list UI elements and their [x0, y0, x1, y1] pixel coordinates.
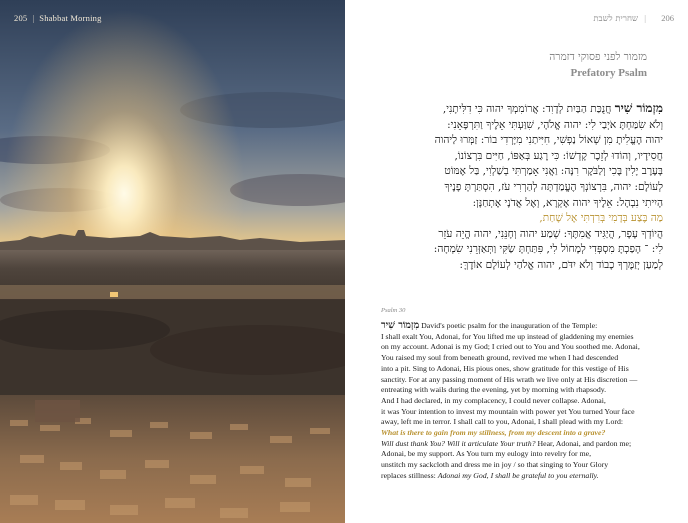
hebrew-line: יהוה הֶעֱלִיתָ מִן שְׁאוֹל נַפְשִׁי, חִיִּיתַנִי מִיָּרְדִי בוֹר: זַמְּרוּ לַיהוה: [434, 134, 663, 147]
left-page-number: 205: [14, 13, 28, 23]
english-line: entreating with wails during the evening, yet by morning with rhapsody.: [381, 385, 607, 395]
right-running-title-hebrew: שחרית לשבת: [593, 14, 638, 24]
right-running-head: [359, 13, 674, 25]
english-line: You raised my soul from beneath ground, revived me when I had descended: [381, 353, 619, 363]
hebrew-line: הֲיוֹדְךָ עָפָר, הֲיַגִּיד אֲמִתֶּךָ: שְׁמַע יהוה וְחָנֵּנִי, יהוה הֱיֵה עֹזֵר: [438, 227, 663, 240]
hebrew-highlight-line: מַה בֶּצַע בְּדָמִי בְּרִדְתִּי אֶל שָׁחַת,: [539, 212, 663, 225]
english-highlight-line: What is there to gain from my stillness, from my descent into a grave?: [381, 428, 606, 438]
psalm-title-english: Prefatory Psalm: [570, 67, 647, 79]
hebrew-line: חֲסִידָיו, וְהוֹדוּ לְזֵכֶר קָדְשׁוֹ: כִּי רֶגַע בְּאַפּוֹ, חַיִּים בִּרְצוֹנוֹ,: [454, 149, 663, 162]
english-line: Adonai, be my support. As You turn my eulogy into revelry for me,: [381, 449, 592, 459]
left-running-title: Shabbat Morning: [39, 13, 102, 23]
english-line: unstitch my sackcloth and dress me in joy / so that singing to Your Glory: [381, 460, 609, 470]
right-page-number: 206: [661, 13, 674, 23]
hebrew-opener: מִזְמוֹר שִׁיר: [614, 101, 663, 115]
left-running-head: 205 | Shabbat Morning: [14, 13, 102, 23]
english-line: And I had declared, in my complacency, I could never collapse. Adonai,: [381, 395, 606, 405]
english-translation: [381, 307, 663, 482]
hebrew-line: בָּעֶרֶב יָלִין בֶּכִי וְלַבֹּקֶר רִנָּה: וַאֲנִי אָמַרְתִּי בְשַׁלְוִי, בַּל אֶמּוֹט: [444, 165, 663, 178]
english-line: I shall exalt You, Adonai, for You lifted me up instead of gladdening my enemies: [381, 331, 634, 341]
hebrew-line: לְעוֹלָם: יהוה, בִּרְצוֹנְךָ הֶעֱמַדְתָּה לְהַרְרִי עֹז, הִסְתַּרְתָּ פָנֶיךָ: [444, 180, 663, 193]
english-line: sanctity. For at any passing moment of His wrath we live only at His discretion —: [381, 374, 638, 384]
english-opener-hebrew: מִזְמוֹר שִׁיר: [381, 320, 420, 331]
hebrew-line: הָיִיתִי נִבְהָל: אֵלֶיךָ יהוה אֶקְרָא, וְאֶל אֲדֹנָי אֶתְחַנָּן:: [472, 196, 663, 209]
psalm-reference: Psalm 30: [381, 307, 406, 314]
hebrew-line: לִי: ־ הָפַכְתָּ מִסְפְּדִי לְמָחוֹל לִי, פִּתַּחְתָּ שַׂקִּי וַתְּאַזְּרֵנִי שִׂמְחָה:: [433, 243, 663, 256]
english-text: [381, 321, 663, 482]
english-line: replaces stillness: Adonai my God, I shall be grateful to you eternally.: [381, 470, 599, 480]
english-line: into a pit. Sing to Adonai, His pious ones, show gratitude for this vestige of His: [381, 363, 629, 373]
hebrew-line: לְמַעַן יְזַמֶּרְךָ כָבוֹד וְלֹא יִדֹּם, יהוה אֱלֹהַי לְעוֹלָם אוֹדֶךָּ:: [459, 258, 663, 271]
hebrew-line: וְלֹא שִׂמַּחְתָּ אֹיְבַי לִי: יהוה אֱלֹהָי, שִׁוַּעְתִּי אֵלֶיךָ וַתִּרְפָּאֵנִי:: [447, 118, 663, 131]
right-page: [345, 0, 688, 523]
english-line: it was Your intention to invest my mountain with power yet You turned Your face: [381, 406, 635, 416]
hebrew-psalm-text: [381, 101, 663, 274]
hebrew-line: מִזְמוֹר שִׁיר חֲנֻכַּת הַבַּיִת לְדָוִד: אֲרוֹמִמְךָ יהוה כִּי דִלִּיתָנִי,: [442, 101, 663, 115]
psalm-title-hebrew: מזמור לפני פסוקי דזמרה: [549, 51, 647, 63]
english-line: Will dust thank You? Will it articulate Your truth? Hear, Adonai, and pardon me;: [381, 438, 632, 448]
header-divider: |: [644, 13, 646, 23]
english-line: on my account. Adonai is my God; I cried out to You and You soothed me. Adonai,: [381, 342, 640, 352]
english-line: מִזְמוֹר שִׁיר David's poetic psalm for the inauguration of the Temple:: [381, 320, 598, 331]
english-line: away, left me in terror. I shall call to you, Adonai, I shall plead with my Lord:: [381, 417, 624, 427]
